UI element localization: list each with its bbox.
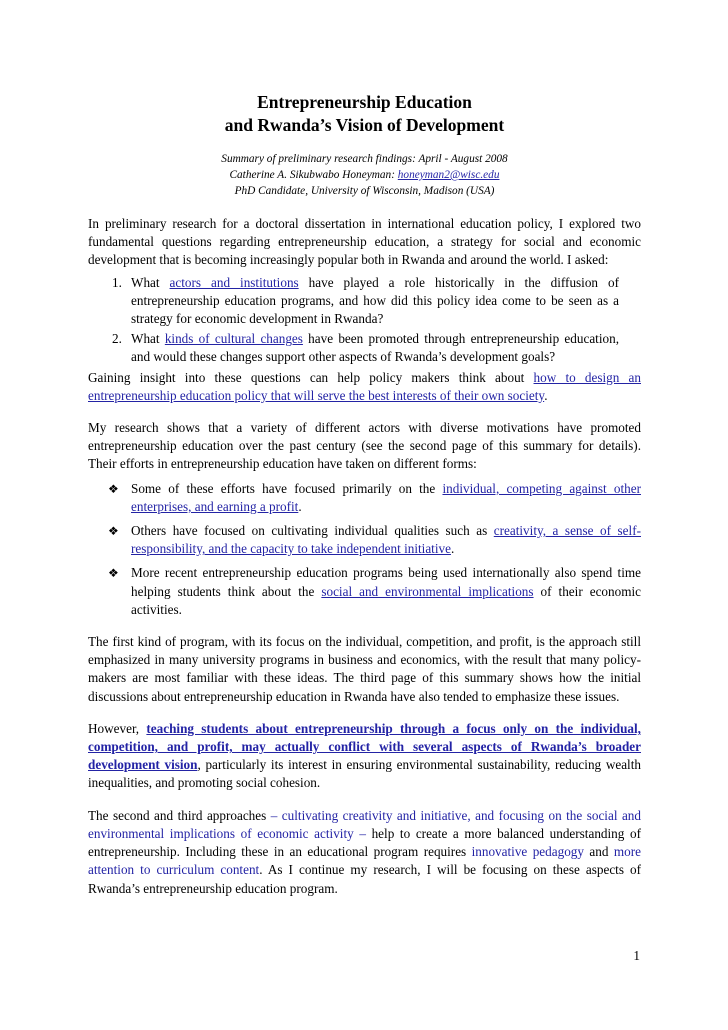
- diamond-bullet-icon: ❖: [108, 524, 119, 539]
- second-third-paragraph: The second and third approaches – cultivating creativity and initiative, and focusing on the social and environmental implications of economic activity – help to create a more balanced understanding of entrepreneurship. Including these in an educational program requires innovative pedagogy and more attention to curriculum content. As I continue my research, I will be focusing on these aspects of Rwanda’s entrepreneurship education program.: [88, 807, 642, 896]
- diamond-bullet-icon: ❖: [108, 566, 119, 581]
- approach-item-1: ❖ Some of these efforts have focused primarily on the individual, competing against other enterprises, and earning a profit.: [108, 480, 641, 514]
- first-kind-paragraph: The first kind of program, with its focus on the individual, competition, and profit, is the approach still emphasized in many university programs in business and economics, with the result that many policy-makers are most familiar with these ideas. The third page of this summary shows how the initial discussions about entrepreneurship education in Rwanda have also tended to emphasize these issues.: [88, 634, 641, 704]
- question-2-highlight: kinds of cultural changes: [164, 331, 303, 347]
- page-number: 1: [633, 948, 640, 963]
- approach-2-highlight: creativity, a sense of self-responsibility, and the capacity to take independent initiative: [131, 523, 641, 557]
- author-name: Catherine A. Sikubwabo Honeyman:: [229, 169, 398, 181]
- second-third-highlight: – cultivating creativity and initiative, and focusing on the social and environmental implications of economic activity –: [88, 807, 641, 841]
- question-item-2: 2. What kinds of cultural changes have been promoted through entrepreneurship education, and would these changes support other aspects of Rwanda’s development goals?: [112, 331, 619, 365]
- author-line: [88, 167, 641, 183]
- approaches-list: [88, 480, 641, 619]
- question-1-highlight: actors and institutions: [169, 274, 299, 290]
- however-paragraph: However, teaching students about entrepreneurship through a focus only on the individual, competition, and profit, may actually conflict with several aspects of Rwanda’s broader development vision, particularly its interest in ensuring environmental sustainability, reducing wealth inequalities, and promoting social cohesion.: [88, 720, 641, 791]
- author-email-link[interactable]: honeyman2@wisc.edu: [397, 169, 500, 181]
- insight-paragraph: Gaining insight into these questions can help policy makers think about how to design an entrepreneurship education policy that will serve the best interests of their own society.: [88, 369, 641, 403]
- diamond-bullet-icon: ❖: [108, 481, 119, 496]
- curriculum-highlight: more attention to curriculum content: [88, 844, 641, 878]
- question-item-1: 1. What actors and institutions have played a role historically in the diffusion of entrepreneurship education programs, and how did this policy idea come to be seen as a strategy for economic development in Rwanda?: [112, 274, 619, 327]
- approach-item-3: ❖ More recent entrepreneurship education programs being used internationally also spend time helping students think about the social and environmental implications of their economic activities.: [108, 565, 641, 617]
- title-line-1: Entrepreneurship Education: [257, 92, 472, 112]
- insight-highlight: how to design an entrepreneurship education policy that will serve the best interests of their own society: [88, 369, 641, 403]
- title-line-2: and Rwanda’s Vision of Development: [224, 115, 505, 135]
- question-number-1: 1.: [112, 274, 122, 290]
- research-paragraph: My research shows that a variety of different actors with diverse motivations have promoted entrepreneurship education over the past century (see the second page of this summary for details). Their efforts in entrepreneurship education have taken on different forms:: [88, 420, 641, 472]
- approach-item-2: ❖ Others have focused on cultivating individual qualities such as creativity, a sense of self-responsibility, and the capacity to take independent initiative.: [108, 523, 641, 557]
- question-number-2: 2.: [112, 331, 122, 347]
- however-highlight: teaching students about entrepreneurship through a focus only on the individual, competition, and profit, may actually conflict with several aspects of Rwanda’s broader development vision: [88, 720, 641, 773]
- approach-1-highlight: individual, competing against other enterprises, and earning a profit: [131, 480, 641, 514]
- affiliation: PhD Candidate, University of Wisconsin, Madison (USA): [234, 185, 495, 197]
- research-questions: [88, 274, 641, 367]
- approach-3-highlight: social and environmental implications: [321, 583, 534, 599]
- intro-paragraph: In preliminary research for a doctoral dissertation in international education policy, I explored two fundamental questions regarding entrepreneurship education, a strategy for social and economic development that is becoming increasingly popular both in Rwanda and around the world. I asked:: [88, 216, 641, 268]
- summary-subtitle: Summary of preliminary research findings: April - August 2008: [221, 153, 508, 165]
- pedagogy-highlight: innovative pedagogy: [471, 844, 584, 860]
